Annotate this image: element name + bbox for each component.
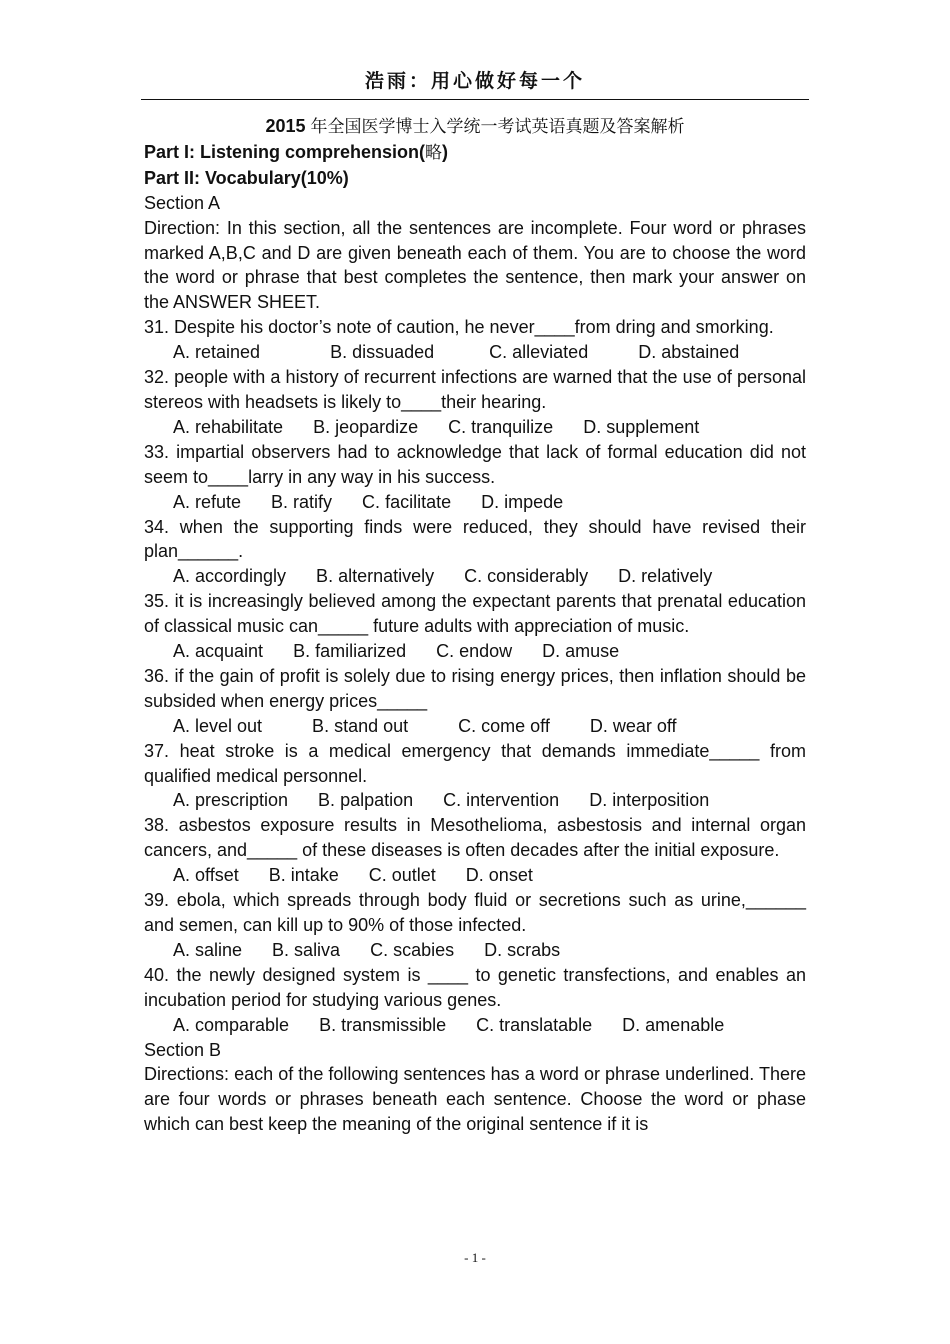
question-options: A. refute B. ratify C. facilitate D. impede [173, 491, 564, 512]
question-stem: 36. if the gain of profit is solely due to rising energy prices, then inflation should be subsided when energy prices_____ [144, 665, 806, 711]
question-stem: 32. people with a history of recurrent infections are warned that the use of personal stereos with headsets is likely to____their hearing. [144, 367, 806, 412]
title-year: 2015 [265, 116, 306, 136]
question-options: A. prescription B. palpation C. intervention D. interposition [173, 790, 710, 811]
part1-label: Part I: Listening comprehension( [144, 141, 426, 162]
question-stem: 35. it is increasingly believed among the expectant parents that prenatal education of classical music can_____ future adults with appreciation of music. [144, 591, 806, 637]
document-title [144, 114, 806, 140]
header-divider [141, 99, 809, 100]
question-stem: 39. ebola, which spreads through body fluid or secretions such as urine,______ and semen, can kill up to 90% of those infected. [144, 890, 806, 935]
question-stem: 31. Despite his doctor’s note of caution, he never____from dring and smorking. [144, 317, 774, 338]
question-options: A. retained B. dissuaded C. alleviated D. abstained [173, 342, 740, 363]
section-a-title: Section A [144, 192, 221, 213]
part1-close: ) [442, 141, 449, 162]
question-stem: 40. the newly designed system is ____ to genetic transfections, and enables an incubation period for studying various genes. [144, 964, 806, 1010]
part2-heading: Part II: Vocabulary(10%) [144, 167, 349, 188]
question-options: A. acquaint B. familiarized C. endow D. amuse [173, 641, 620, 662]
document-body [144, 114, 806, 1137]
question-stem: 34. when the supporting finds were reduced, they should have revised their plan______. [144, 516, 806, 562]
question-stem: 33. impartial observers had to acknowledge that lack of formal education did not seem to____larry in any way in his success. [144, 441, 806, 487]
question-options: A. level out B. stand out C. come off D. wear off [173, 715, 677, 736]
part1-cn: 略 [425, 142, 443, 163]
question-options: A. rehabilitate B. jeopardize C. tranquilize D. supplement [173, 416, 700, 437]
part1-heading [144, 140, 806, 166]
section-b-title: Section B [144, 1039, 222, 1060]
question-options: A. comparable B. transmissible C. translatable D. amenable [173, 1014, 725, 1035]
section-b-direction: Directions: each of the following sentences has a word or phrase underlined. There are four words or phrases beneath each sentence. Choose the word or phase which can best keep the meaning of the original sentence if it is [144, 1064, 806, 1135]
page-header-motto: 浩雨：用心做好每一个 [364, 70, 585, 92]
section-a-direction: Direction: In this section, all the sentences are incomplete. Four word or phrases marked A,B,C and D are given beneath each of them. You are to choose the word the word or phrase that best completes the sentence, then mark your answer on the ANSWER SHEET. [144, 217, 806, 313]
question-stem: 37. heat stroke is a medical emergency that demands immediate_____ from qualified medical personnel. [144, 740, 806, 786]
question-options: A. offset B. intake C. outlet D. onset [173, 865, 533, 886]
title-text: 年全国医学博士入学统一考试英语真题及答案解析 [310, 117, 685, 137]
question-options: A. accordingly B. alternatively C. considerably D. relatively [173, 566, 713, 587]
question-options: A. saline B. saliva C. scabies D. scrabs [173, 939, 561, 960]
question-stem: 38. asbestos exposure results in Mesothelioma, asbestosis and internal organ cancers, and_____ of these diseases is often decades after the initial exposure. [144, 815, 806, 861]
page-number: - 1 - [464, 1250, 486, 1265]
